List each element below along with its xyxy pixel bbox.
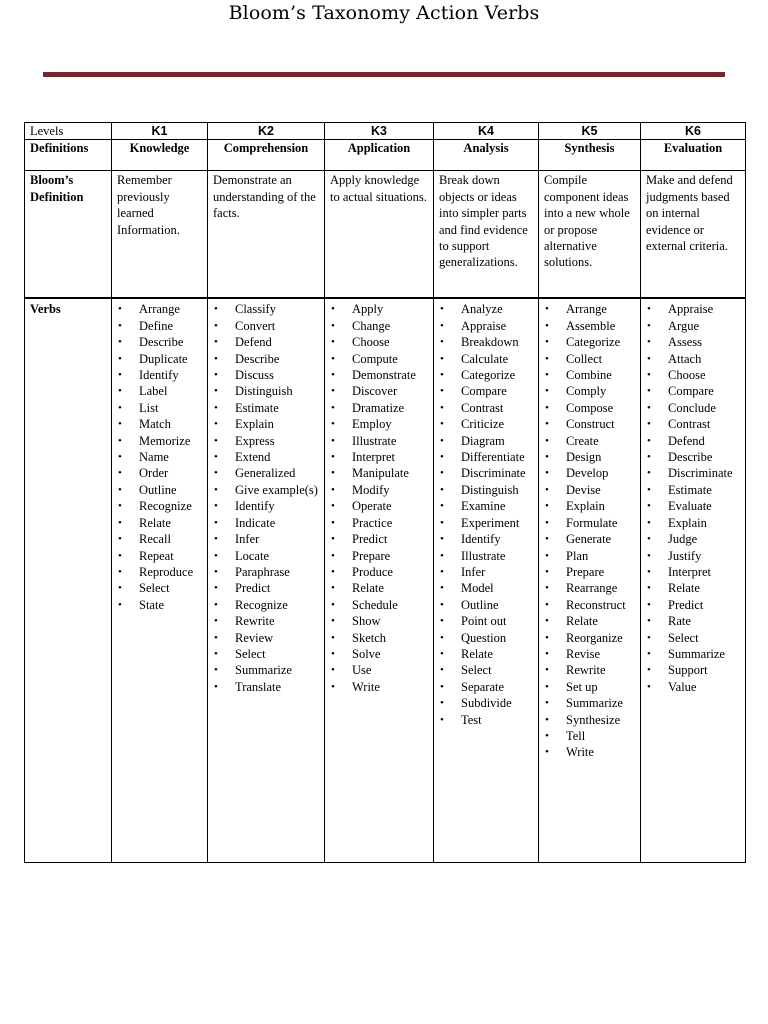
verb-item: • Rewrite bbox=[544, 662, 635, 678]
verb-item: • Identify bbox=[117, 367, 202, 383]
verb-item: • Summarize bbox=[544, 695, 635, 711]
bloom-definition-label-cell bbox=[25, 171, 112, 299]
verb-item: • Order bbox=[117, 465, 202, 481]
verb-item: • Relate bbox=[544, 613, 635, 629]
verb-item: • Compare bbox=[439, 383, 533, 399]
verb-item: • Outline bbox=[117, 482, 202, 498]
verb-item: • Express bbox=[213, 433, 319, 449]
definition-name-k6: Evaluation bbox=[663, 141, 723, 156]
definition-cell-k5 bbox=[539, 140, 641, 171]
verb-item: • Predict bbox=[213, 580, 319, 596]
verb-item: • Change bbox=[330, 318, 428, 334]
verb-item: • Separate bbox=[439, 679, 533, 695]
blooms-taxonomy-table bbox=[24, 122, 746, 863]
verb-item: • Estimate bbox=[646, 482, 740, 498]
verb-item: • Relate bbox=[117, 515, 202, 531]
bloom-definition-cell-k6 bbox=[641, 171, 746, 299]
verb-item: • Discriminate bbox=[439, 465, 533, 481]
verb-item: • Manipulate bbox=[330, 465, 428, 481]
verb-item: • Modify bbox=[330, 482, 428, 498]
verb-item: • Select bbox=[213, 646, 319, 662]
verb-item: • Reproduce bbox=[117, 564, 202, 580]
verbs-cell-k4 bbox=[434, 298, 539, 862]
level-code-k2: K2 bbox=[258, 124, 274, 138]
verbs-label-cell bbox=[25, 298, 112, 862]
verbs-cell-k2 bbox=[208, 298, 325, 862]
verb-item: • Label bbox=[117, 383, 202, 399]
verb-item: • Support bbox=[646, 662, 740, 678]
verb-item: • Reorganize bbox=[544, 630, 635, 646]
verb-item: • Identify bbox=[439, 531, 533, 547]
verb-item: • Compose bbox=[544, 400, 635, 416]
bloom-definition-k6: Make and defend judgments based on internal evidence or external criteria. bbox=[646, 173, 733, 254]
verb-list-k6 bbox=[646, 301, 740, 695]
verb-item: • Arrange bbox=[117, 301, 202, 317]
level-cell-k2 bbox=[208, 123, 325, 140]
verb-item: • Compute bbox=[330, 351, 428, 367]
verb-item: • Rearrange bbox=[544, 580, 635, 596]
definition-cell-k4 bbox=[434, 140, 539, 171]
verb-item: • Summarize bbox=[646, 646, 740, 662]
definition-cell-k2 bbox=[208, 140, 325, 171]
verb-item: • Defend bbox=[213, 334, 319, 350]
verb-item: • Name bbox=[117, 449, 202, 465]
verb-item: • Identify bbox=[213, 498, 319, 514]
verb-item: • Construct bbox=[544, 416, 635, 432]
verb-list-k5 bbox=[544, 301, 635, 760]
verb-item: • Develop bbox=[544, 465, 635, 481]
bloom-definition-cell-k3 bbox=[325, 171, 434, 299]
definition-cell-k3 bbox=[325, 140, 434, 171]
verb-item: • Illustrate bbox=[439, 548, 533, 564]
title-divider bbox=[43, 72, 725, 77]
level-cell-k4 bbox=[434, 123, 539, 140]
verb-item: • Explain bbox=[544, 498, 635, 514]
bloom-definition-cell-k1 bbox=[112, 171, 208, 299]
verb-item: • Judge bbox=[646, 531, 740, 547]
verb-item: • Recall bbox=[117, 531, 202, 547]
verb-item: • Solve bbox=[330, 646, 428, 662]
verbs-cell-k1 bbox=[112, 298, 208, 862]
verb-item: • Demonstrate bbox=[330, 367, 428, 383]
verbs-cell-k5 bbox=[539, 298, 641, 862]
verb-item: • Examine bbox=[439, 498, 533, 514]
verb-item: • Interpret bbox=[646, 564, 740, 580]
verb-item: • Reconstruct bbox=[544, 597, 635, 613]
verb-item: • Set up bbox=[544, 679, 635, 695]
verbs-label: Verbs bbox=[30, 302, 61, 317]
verb-item: • Arrange bbox=[544, 301, 635, 317]
bloom-definition-cell-k2 bbox=[208, 171, 325, 299]
bloom-definition-k5: Compile component ideas into a new whole or propose alternative solutions. bbox=[544, 173, 630, 270]
verb-item: • Diagram bbox=[439, 433, 533, 449]
verb-item: • Use bbox=[330, 662, 428, 678]
level-cell-k5 bbox=[539, 123, 641, 140]
verb-item: • Relate bbox=[439, 646, 533, 662]
verb-item: • Prepare bbox=[544, 564, 635, 580]
verb-item: • Devise bbox=[544, 482, 635, 498]
verb-item: • Translate bbox=[213, 679, 319, 695]
definitions-label-cell bbox=[25, 140, 112, 171]
verb-item: • Discover bbox=[330, 383, 428, 399]
verb-item: • Schedule bbox=[330, 597, 428, 613]
definition-name-k3: Application bbox=[347, 141, 411, 156]
verb-item: • Contrast bbox=[646, 416, 740, 432]
verb-item: • Predict bbox=[646, 597, 740, 613]
verb-item: • Infer bbox=[213, 531, 319, 547]
definition-cell-k1 bbox=[112, 140, 208, 171]
verb-item: • Defend bbox=[646, 433, 740, 449]
verb-item: • Recognize bbox=[117, 498, 202, 514]
verb-item: • Indicate bbox=[213, 515, 319, 531]
verb-item: • Assess bbox=[646, 334, 740, 350]
verb-item: • Plan bbox=[544, 548, 635, 564]
definition-name-k4: Analysis bbox=[463, 141, 509, 156]
verb-item: • Revise bbox=[544, 646, 635, 662]
verb-item: • Describe bbox=[117, 334, 202, 350]
verb-item: • Infer bbox=[439, 564, 533, 580]
verb-item: • Paraphrase bbox=[213, 564, 319, 580]
page-title: Bloom’s Taxonomy Action Verbs bbox=[228, 2, 540, 24]
verb-item: • Justify bbox=[646, 548, 740, 564]
verb-item: • Review bbox=[213, 630, 319, 646]
verb-item: • Relate bbox=[646, 580, 740, 596]
verb-item: • Question bbox=[439, 630, 533, 646]
verb-item: • Formulate bbox=[544, 515, 635, 531]
verb-item: • Dramatize bbox=[330, 400, 428, 416]
verb-item: • Conclude bbox=[646, 400, 740, 416]
verb-item: • Select bbox=[646, 630, 740, 646]
level-code-k4: K4 bbox=[478, 124, 494, 138]
verb-item: • Relate bbox=[330, 580, 428, 596]
verb-item: • Point out bbox=[439, 613, 533, 629]
bloom-definition-label: Bloom’s Definition bbox=[30, 173, 84, 204]
verb-item: • Predict bbox=[330, 531, 428, 547]
verb-item: • Select bbox=[439, 662, 533, 678]
verb-item: • Memorize bbox=[117, 433, 202, 449]
verb-item: • Sketch bbox=[330, 630, 428, 646]
verb-item: • Practice bbox=[330, 515, 428, 531]
verb-item: • Repeat bbox=[117, 548, 202, 564]
verb-item: • Rate bbox=[646, 613, 740, 629]
verbs-cell-k3 bbox=[325, 298, 434, 862]
verb-item: • Categorize bbox=[544, 334, 635, 350]
verb-item: • Create bbox=[544, 433, 635, 449]
bloom-definition-k1: Remember previously learned Information. bbox=[117, 173, 180, 237]
bloom-definition-cell-k4 bbox=[434, 171, 539, 299]
verb-list-k4 bbox=[439, 301, 533, 728]
verb-item: • Apply bbox=[330, 301, 428, 317]
verb-item: • Distinguish bbox=[439, 482, 533, 498]
levels-row bbox=[25, 123, 746, 140]
verb-item: • Appraise bbox=[646, 301, 740, 317]
levels-label-cell bbox=[25, 123, 112, 140]
verb-item: • Tell bbox=[544, 728, 635, 744]
verb-item: • Attach bbox=[646, 351, 740, 367]
verb-item: • Compare bbox=[646, 383, 740, 399]
verb-item: • Produce bbox=[330, 564, 428, 580]
verb-list-k3 bbox=[330, 301, 428, 695]
verb-item: • Breakdown bbox=[439, 334, 533, 350]
verb-item: • Rewrite bbox=[213, 613, 319, 629]
verb-item: • Collect bbox=[544, 351, 635, 367]
verbs-cell-k6 bbox=[641, 298, 746, 862]
verb-item: • Calculate bbox=[439, 351, 533, 367]
verb-item: • Locate bbox=[213, 548, 319, 564]
definitions-row bbox=[25, 140, 746, 171]
verb-item: • Discuss bbox=[213, 367, 319, 383]
verb-item: • Model bbox=[439, 580, 533, 596]
definition-cell-k6 bbox=[641, 140, 746, 171]
level-code-k1: K1 bbox=[151, 124, 168, 138]
verb-item: • Extend bbox=[213, 449, 319, 465]
bloom-definition-row bbox=[25, 171, 746, 299]
verb-item: • Distinguish bbox=[213, 383, 319, 399]
verb-item: • Appraise bbox=[439, 318, 533, 334]
verb-item: • Define bbox=[117, 318, 202, 334]
verb-item: • Combine bbox=[544, 367, 635, 383]
level-code-k6: K6 bbox=[685, 124, 701, 138]
verb-item: • Illustrate bbox=[330, 433, 428, 449]
level-code-k3: K3 bbox=[371, 124, 387, 138]
verb-item: • Generate bbox=[544, 531, 635, 547]
verb-item: • Experiment bbox=[439, 515, 533, 531]
verb-item: • Subdivide bbox=[439, 695, 533, 711]
verb-item: • Criticize bbox=[439, 416, 533, 432]
verb-item: • Write bbox=[544, 744, 635, 760]
verb-item: • Operate bbox=[330, 498, 428, 514]
verb-item: • Select bbox=[117, 580, 202, 596]
verb-item: • Explain bbox=[213, 416, 319, 432]
verb-item: • Contrast bbox=[439, 400, 533, 416]
bloom-definition-k2: Demonstrate an understanding of the facts. bbox=[213, 173, 316, 221]
level-cell-k6 bbox=[641, 123, 746, 140]
verb-item: • Classify bbox=[213, 301, 319, 317]
verb-item: • Summarize bbox=[213, 662, 319, 678]
definition-name-k1: Knowledge bbox=[129, 141, 190, 156]
verb-item: • Employ bbox=[330, 416, 428, 432]
verb-item: • Differentiate bbox=[439, 449, 533, 465]
verb-item: • Comply bbox=[544, 383, 635, 399]
verb-item: • Generalized bbox=[213, 465, 319, 481]
verb-item: • Categorize bbox=[439, 367, 533, 383]
bloom-definition-cell-k5 bbox=[539, 171, 641, 299]
verb-item: • Describe bbox=[646, 449, 740, 465]
verb-item: • Choose bbox=[330, 334, 428, 350]
definitions-label: Definitions bbox=[30, 141, 89, 156]
verb-item: • Assemble bbox=[544, 318, 635, 334]
verb-item: • Duplicate bbox=[117, 351, 202, 367]
verbs-row bbox=[25, 298, 746, 862]
verb-item: • Prepare bbox=[330, 548, 428, 564]
verb-item: • Recognize bbox=[213, 597, 319, 613]
verb-item: • Outline bbox=[439, 597, 533, 613]
verb-item: • Explain bbox=[646, 515, 740, 531]
bloom-definition-k4: Break down objects or ideas into simpler parts and find evidence to support generalizations. bbox=[439, 173, 528, 270]
verb-item: • Convert bbox=[213, 318, 319, 334]
verb-item: • Interpret bbox=[330, 449, 428, 465]
verb-item: • Show bbox=[330, 613, 428, 629]
verb-item: • Analyze bbox=[439, 301, 533, 317]
verb-item: • Value bbox=[646, 679, 740, 695]
bloom-definition-k3: Apply knowledge to actual situations. bbox=[330, 173, 427, 204]
verb-item: • Describe bbox=[213, 351, 319, 367]
verb-item: • Choose bbox=[646, 367, 740, 383]
verb-item: • Argue bbox=[646, 318, 740, 334]
verb-list-k1 bbox=[117, 301, 202, 613]
verb-item: • Estimate bbox=[213, 400, 319, 416]
verb-item: • Synthesize bbox=[544, 712, 635, 728]
verb-item: • List bbox=[117, 400, 202, 416]
verb-item: • Discriminate bbox=[646, 465, 740, 481]
definition-name-k2: Comprehension bbox=[223, 141, 309, 156]
level-cell-k1 bbox=[112, 123, 208, 140]
verb-item: • Give example(s) bbox=[213, 482, 319, 498]
verb-item: • Design bbox=[544, 449, 635, 465]
levels-label: Levels bbox=[30, 124, 64, 138]
verb-item: • Write bbox=[330, 679, 428, 695]
level-cell-k3 bbox=[325, 123, 434, 140]
definition-name-k5: Synthesis bbox=[564, 141, 615, 156]
verb-item: • Evaluate bbox=[646, 498, 740, 514]
verb-item: • Match bbox=[117, 416, 202, 432]
verb-item: • State bbox=[117, 597, 202, 613]
verb-item: • Test bbox=[439, 712, 533, 728]
verb-list-k2 bbox=[213, 301, 319, 695]
level-code-k5: K5 bbox=[581, 124, 598, 138]
